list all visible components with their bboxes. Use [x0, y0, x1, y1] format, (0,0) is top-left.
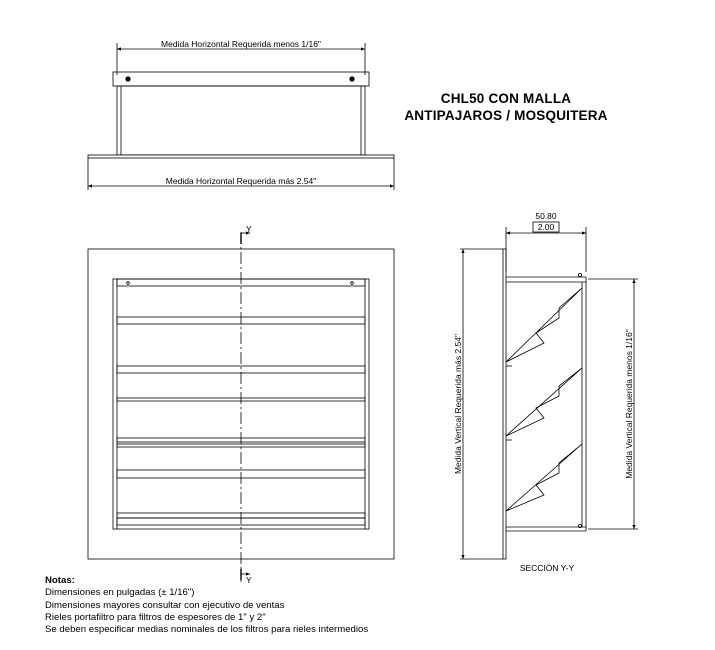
title-line-2: ANTIPAJAROS / MOSQUITERA	[404, 108, 608, 123]
axis-label-top: Y	[246, 224, 252, 234]
depth-mm-label: 50.80	[535, 211, 557, 221]
section-caption: SECCIÓN Y-Y	[519, 563, 575, 573]
notes-block	[45, 575, 368, 636]
top-horizontal-minus-label: Medida Horizontal Requerida menos 1/16"	[161, 39, 321, 49]
top-horizontal-plus-label: Medida Horizontal Requerida más 2.54"	[165, 176, 317, 186]
note-item: Se deben especificar medias nominales de los filtros para rieles intermedios	[45, 624, 369, 636]
section-flange	[503, 249, 506, 559]
note-item: Dimensiones en pulgadas (± 1/16")	[45, 587, 195, 599]
section-blades	[506, 288, 582, 511]
front-view	[88, 232, 394, 582]
drawing-title	[396, 90, 616, 124]
top-view	[88, 43, 394, 190]
screw-right-icon	[350, 77, 354, 81]
top-body	[117, 86, 365, 155]
axis-label-bottom: Y	[246, 575, 252, 585]
vertical-plus-label: Medida Vertical Requerida más 2.54"	[453, 333, 463, 475]
note-item: Dimensiones mayores consultar con ejecutivo de ventas	[45, 599, 285, 611]
note-item: Rieles portafiltro para filtros de espesores de 1" y 2"	[45, 611, 266, 623]
depth-in-label: 2.00	[537, 222, 555, 232]
notes-heading: Notas:	[45, 575, 75, 586]
top-flange	[113, 72, 369, 86]
title-line-1: CHL50 CON MALLA	[440, 91, 572, 106]
section-view	[460, 222, 638, 559]
top-base-frame	[88, 155, 394, 158]
vertical-minus-label: Medida Vertical Requerida menos 1/16"	[624, 329, 634, 479]
screw-left-icon	[126, 77, 130, 81]
